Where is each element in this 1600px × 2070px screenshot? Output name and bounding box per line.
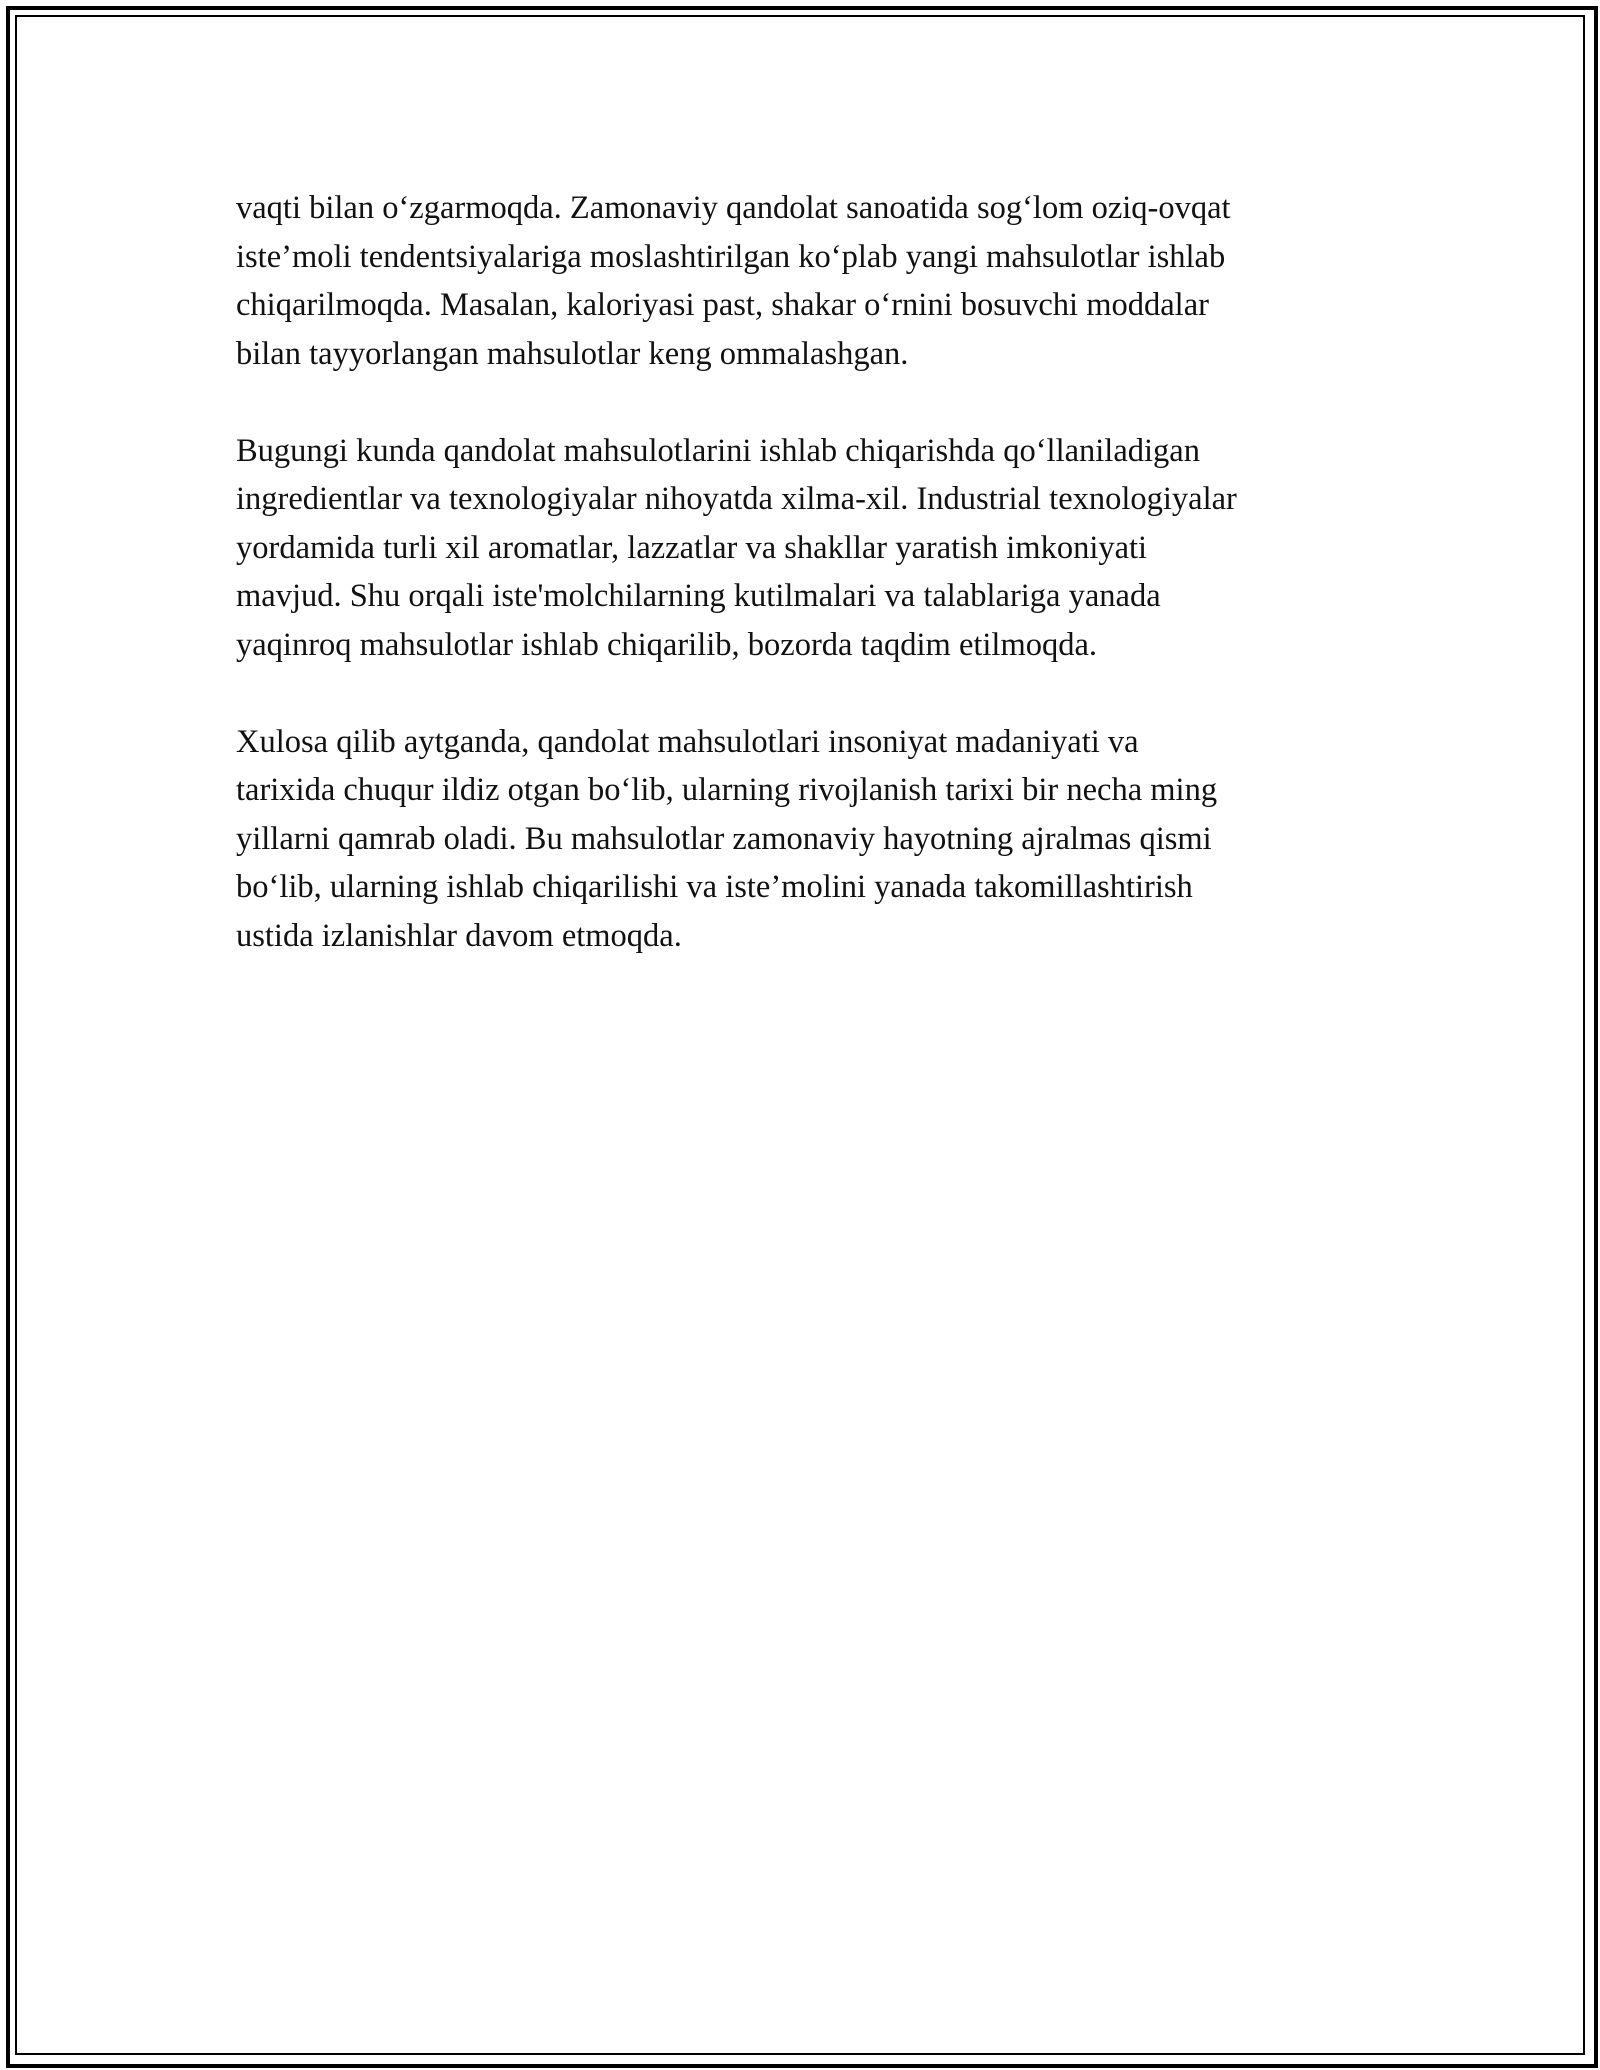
paragraph-1: vaqti bilan o‘zgarmoqda. Zamonaviy qandolat sanoatida sog‘lom oziq-ovqat iste’moli tendentsiyalariga moslashtirilgan ko‘plab yangi mahsulotlar ishlab chiqarilmoqda. Masalan, kaloriyasi past, shakar o‘rnini bosuvchi moddalar bilan tayyorlangan mahsulotlar keng ommalashgan. bbox=[236, 190, 1231, 372]
paragraph-3: Xulosa qilib aytganda, qandolat mahsulotlari insoniyat madaniyati va tarixida chuqur ildiz otgan bo‘lib, ularning rivojlanish tarixi bir necha ming yillarni qamrab oladi. Bu mahsulotlar zamonaviy hayotning ajralmas qismi bo‘lib, ularning ishlab chiqarilishi va iste’molini yanada takomillashtirish ustida izlanishlar davom etmoqda. bbox=[236, 723, 1218, 954]
document-body bbox=[236, 184, 1376, 1009]
paragraph-2: Bugungi kunda qandolat mahsulotlarini ishlab chiqarishda qo‘llaniladigan ingredientlar va texnologiyalar nihoyatda xilma-xil. Industrial texnologiyalar yordamida turli xil aromatlar, lazzatlar va shakllar yaratish imkoniyati mavjud. Shu orqali iste'molchilarning kutilmalari va talablariga yanada yaqinroq mahsulotlar ishlab chiqarilib, bozorda taqdim etilmoqda. bbox=[236, 432, 1237, 663]
